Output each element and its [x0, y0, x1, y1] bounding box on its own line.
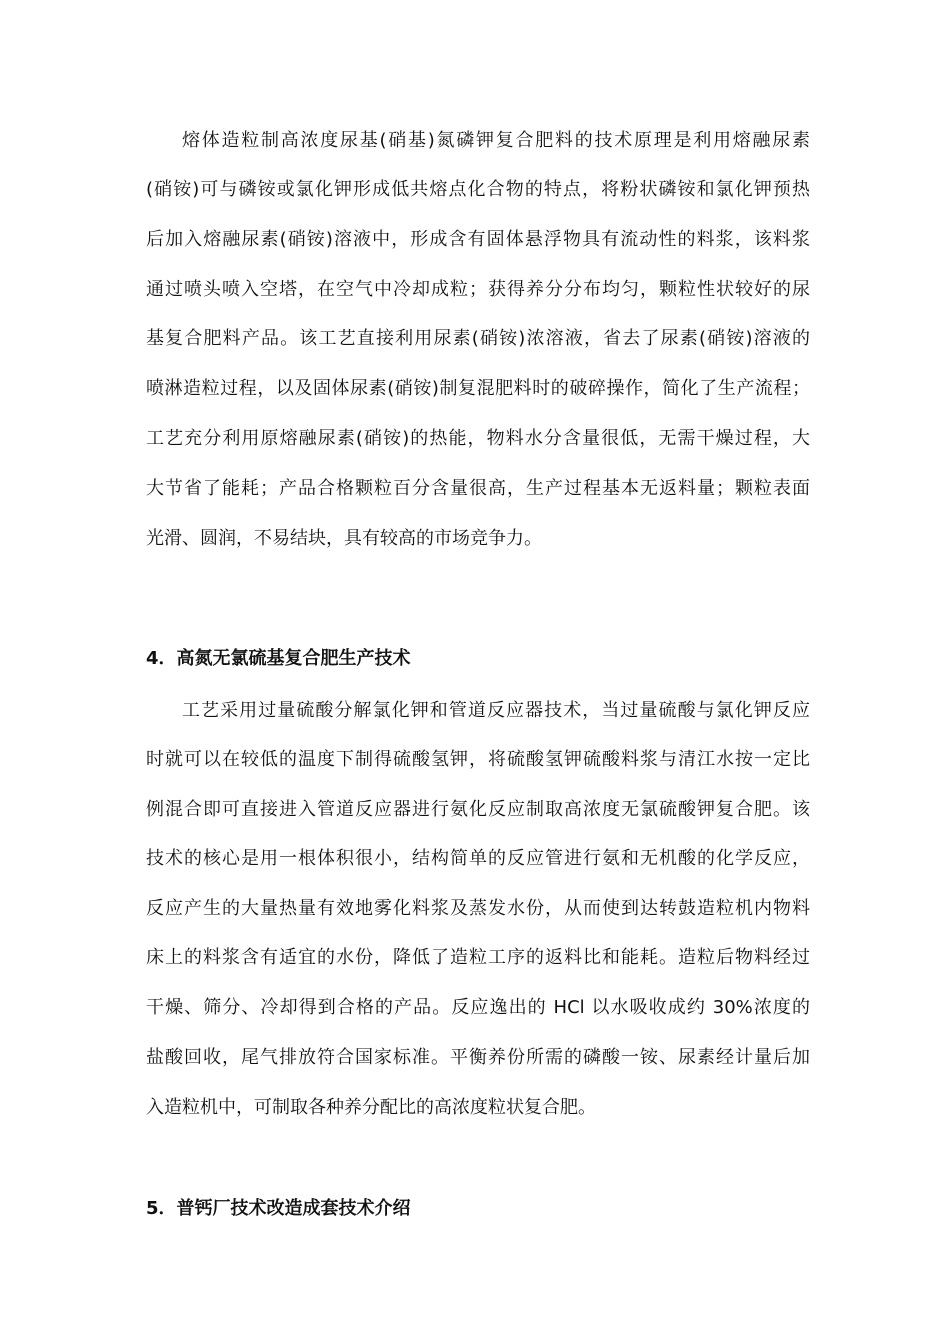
section4-line-1: 工艺采用过量硫酸分解氯化钾和管道反应器技术，当过量硫酸与氯化钾反应 [182, 700, 810, 721]
para1-line-8: 大节省了能耗；产品合格颗粒百分含量很高，生产过程基本无返料量；颗粒表面 [146, 478, 810, 499]
para1-line-2: (硝铵)可与磷铵或氯化钾形成低共熔点化合物的特点，将粉状磷铵和氯化钾预热 [146, 179, 810, 200]
para1-line-9: 光滑、圆润，不易结块，具有较高的市场竞争力。 [146, 528, 542, 549]
para1-line-3: 后加入熔融尿素(硝铵)溶液中，形成含有固体悬浮物具有流动性的料浆，该料浆 [146, 229, 810, 250]
section4-line-4: 技术的核心是用一根体积很小，结构简单的反应管进行氨和无机酸的化学反应， [146, 848, 810, 869]
para1-line-7: 工艺充分利用原熔融尿素(硝铵)的热能，物料水分含量很低，无需干燥过程，大 [146, 428, 810, 449]
para1-line-4: 通过喷头喷入空塔，在空气中冷却成粒；获得养分分布均匀，颗粒性状较好的尿 [146, 279, 810, 300]
para1-line-1: 熔体造粒制高浓度尿基(硝基)氮磷钾复合肥料的技术原理是利用熔融尿素 [182, 130, 810, 151]
section4-line-9: 入造粒机中，可制取各种养分配比的高浓度粒状复合肥。 [146, 1097, 596, 1118]
section4-line-5: 反应产生的大量热量有效地雾化料浆及蒸发水份，从而使到达转鼓造粒机内物料 [146, 898, 810, 919]
para1-line-6: 喷淋造粒过程，以及固体尿素(硝铵)制复混肥料时的破碎操作，简化了生产流程； [146, 378, 810, 399]
section5-heading: 5．普钙厂技术改造成套技术介绍 [146, 1198, 411, 1219]
para1-line-5: 基复合肥料产品。该工艺直接利用尿素(硝铵)浓溶液，省去了尿素(硝铵)溶液的 [146, 328, 810, 349]
section4-line-6: 床上的料浆含有适宜的水份，降低了造粒工序的返料比和能耗。造粒后物料经过 [146, 947, 810, 968]
section4-line-3: 例混合即可直接进入管道反应器进行氨化反应制取高浓度无氯硫酸钾复合肥。该 [146, 799, 810, 820]
section4-line-8: 盐酸回收，尾气排放符合国家标准。平衡养份所需的磷酸一铵、尿素经计量后加 [146, 1047, 810, 1068]
section4-heading: 4．高氮无氯硫基复合肥生产技术 [146, 648, 411, 669]
section4-line-2: 时就可以在较低的温度下制得硫酸氢钾，将硫酸氢钾硫酸料浆与清江水按一定比 [146, 749, 810, 770]
section4-line-7: 干燥、筛分、冷却得到合格的产品。反应逸出的 HCl 以水吸收成约 30%浓度的 [146, 997, 810, 1018]
